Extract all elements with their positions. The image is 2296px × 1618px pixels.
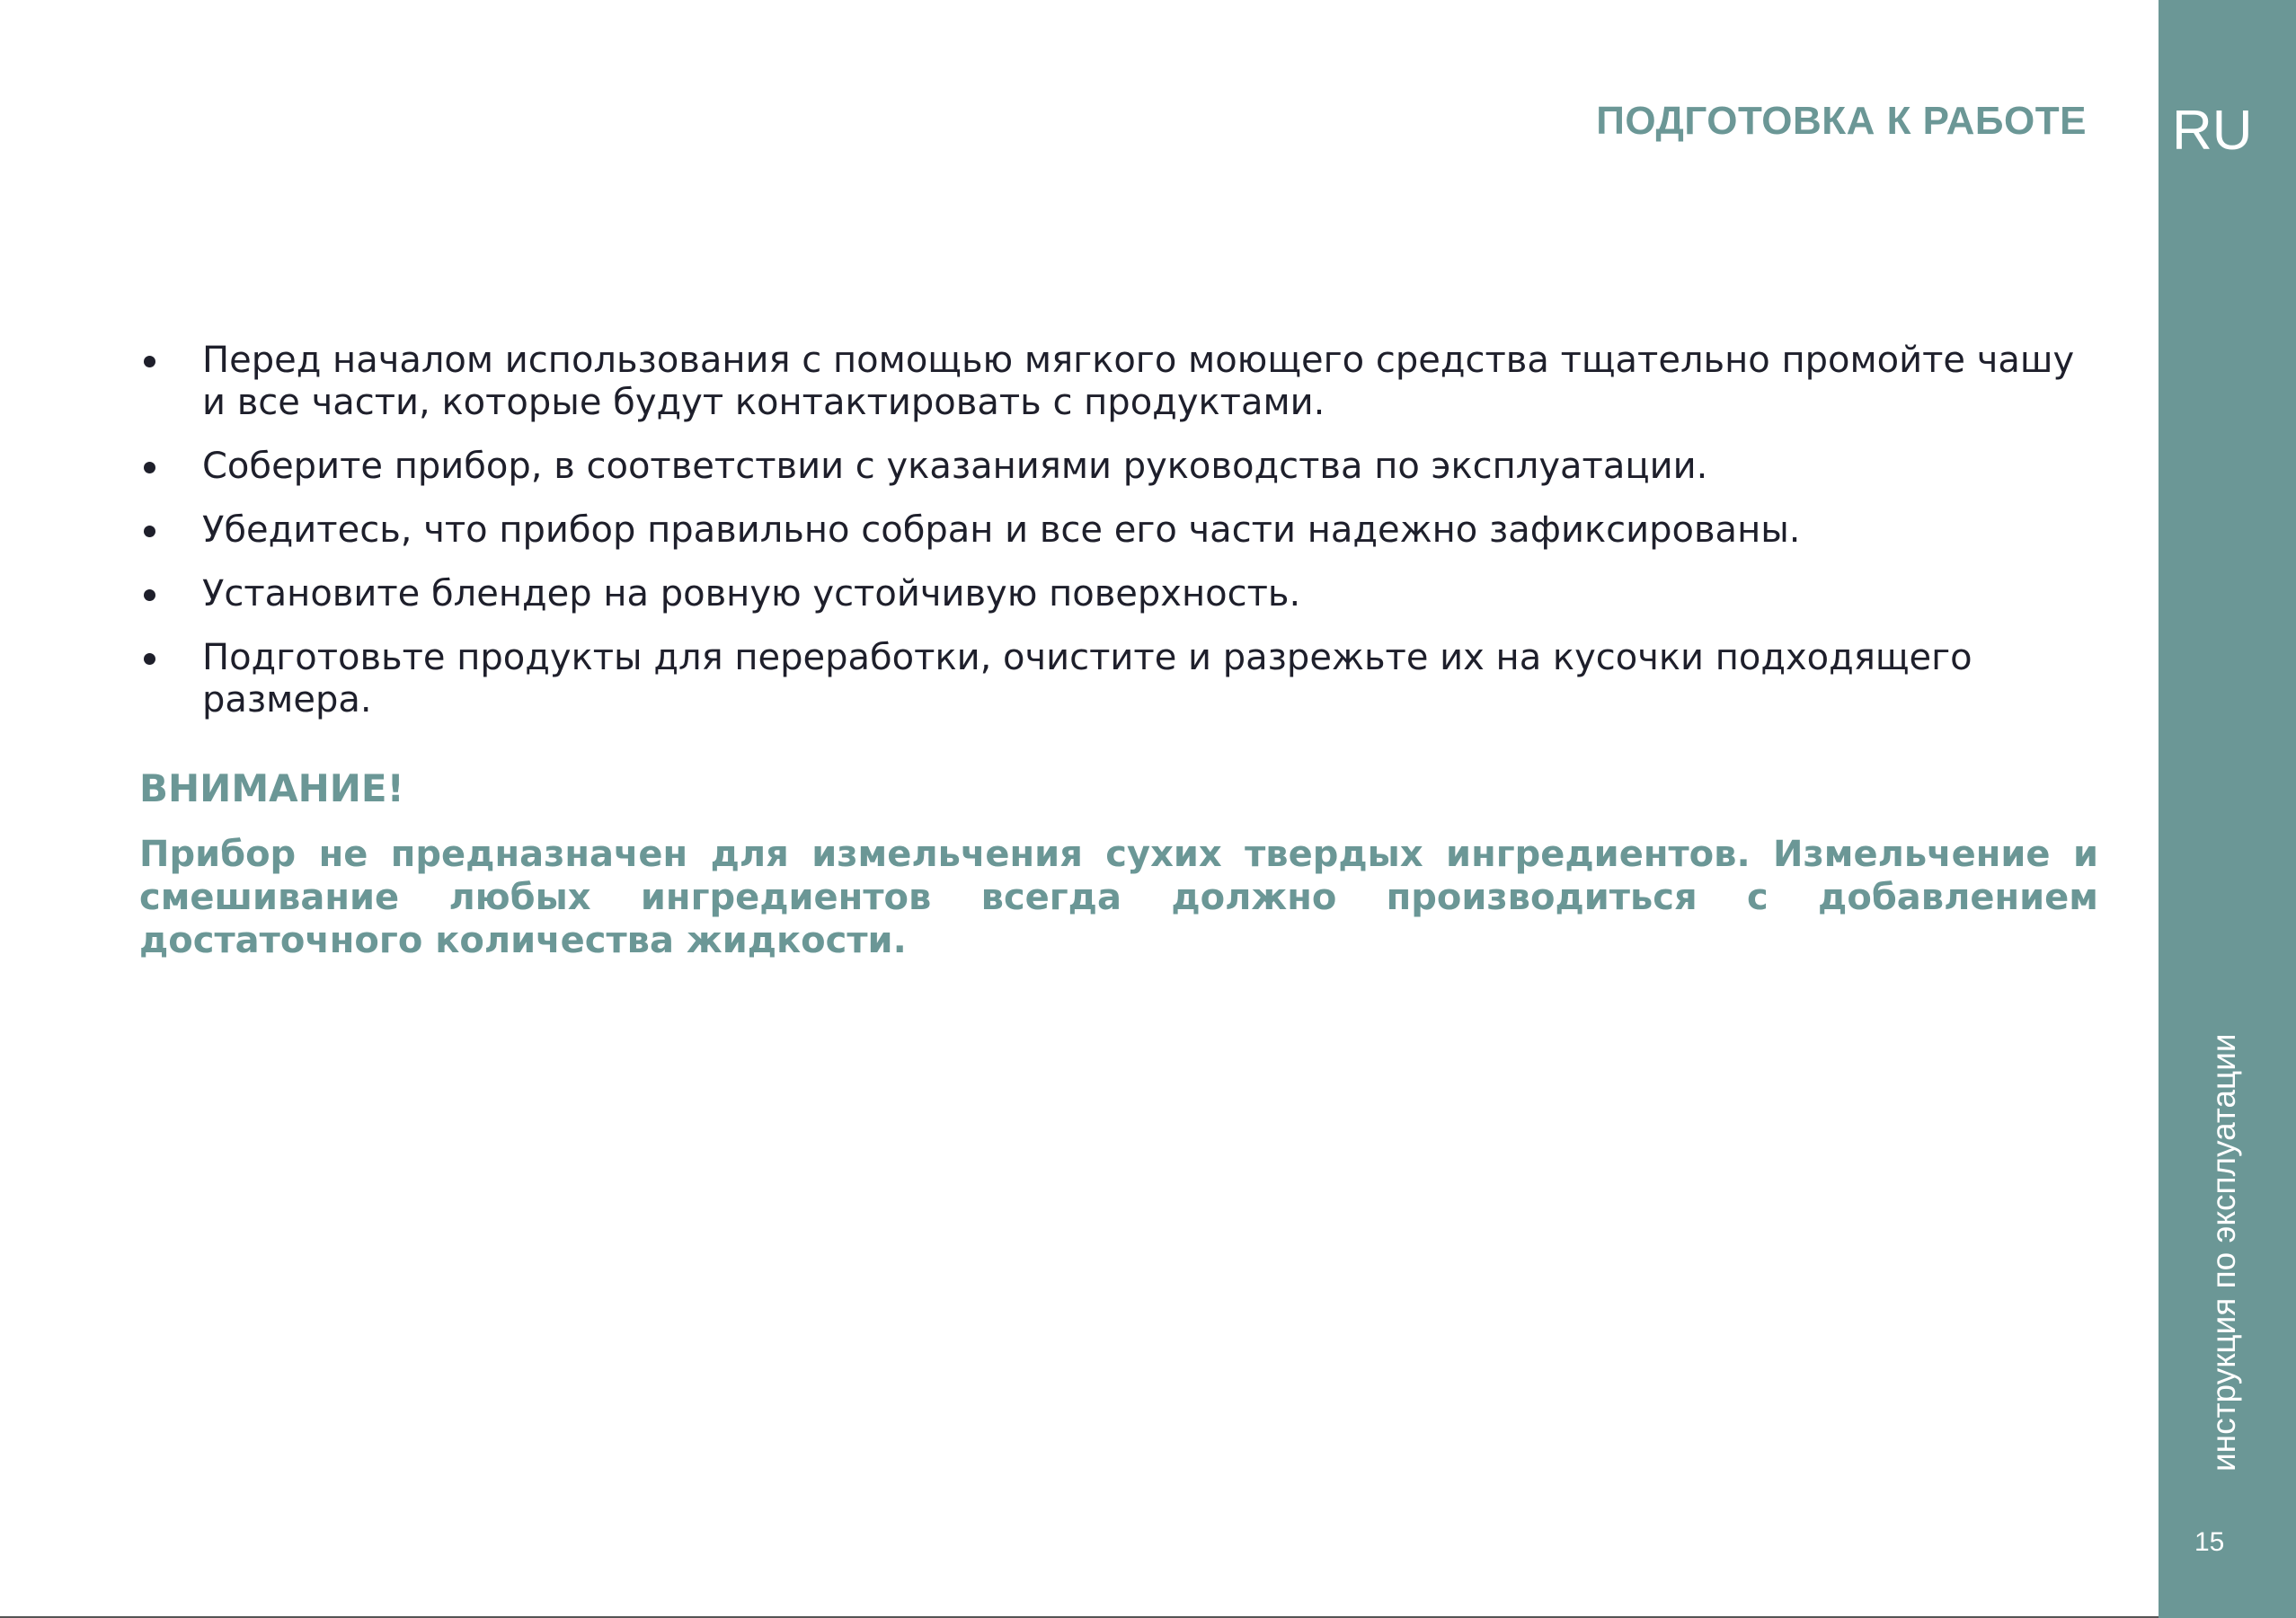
warning-text: Прибор не предназначен для измельчения сухих твердых ингредиентов. Измельчение и смешивание любых ингредиентов всегда должно производиться с добавлением достаточного количества жидкости.	[139, 834, 2098, 961]
page-number: 15	[2194, 1527, 2225, 1557]
list-item: Подготовьте продукты для переработки, очистите и разрежьте их на кусочки подходящего размера.	[135, 637, 2103, 721]
preparation-steps-list	[135, 340, 2103, 743]
list-item: Перед началом использования с помощью мягкого моющего средства тщательно промойте чашу и все части, которые будут контактировать с продуктами.	[135, 340, 2103, 424]
manual-caption: инструкция по эксплуатации	[2205, 1033, 2242, 1472]
section-title: ПОДГОТОВКА К РАБОТЕ	[1596, 99, 2087, 143]
sidebar	[2159, 0, 2296, 1618]
list-item: Соберите прибор, в соответствии с указаниями руководства по эксплуатации.	[135, 446, 2103, 488]
warning-heading: ВНИМАНИЕ!	[139, 766, 404, 810]
list-item: Установите блендер на ровную устойчивую поверхность.	[135, 573, 2103, 615]
language-code: RU	[2172, 100, 2253, 162]
list-item: Убедитесь, что прибор правильно собран и все его части надежно зафиксированы.	[135, 509, 2103, 552]
